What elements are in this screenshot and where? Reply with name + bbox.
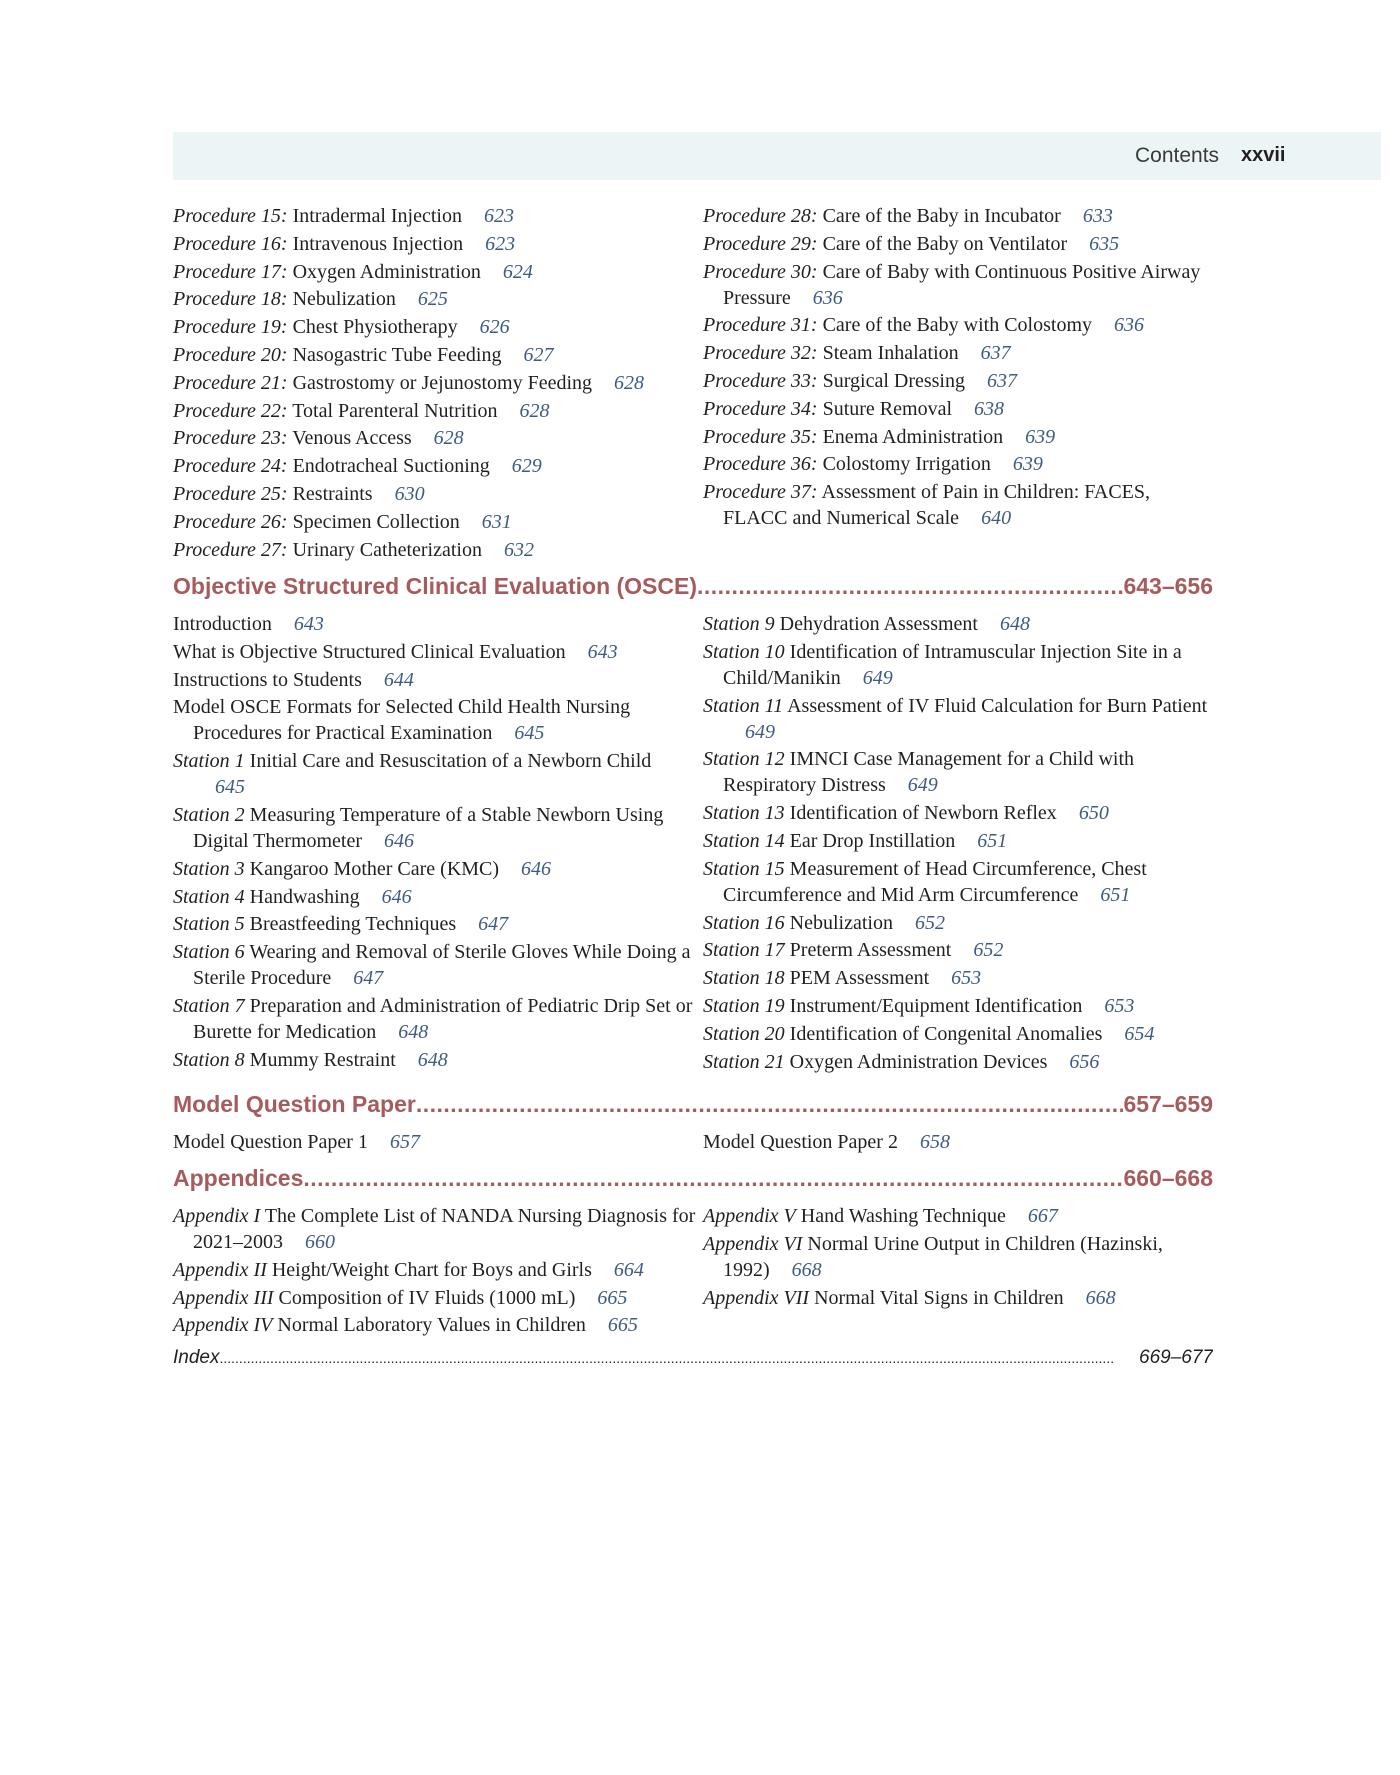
- osce-entry-label: Station 19: [703, 994, 785, 1017]
- appendix-entry[interactable]: [703, 1285, 1213, 1311]
- osce-entry-title: Preterm Assessment: [789, 939, 952, 962]
- osce-entry[interactable]: [173, 856, 703, 882]
- osce-entry-title: Assessment of IV Fluid Calculation for Burn Patient: [787, 694, 1208, 717]
- procedure-entry-title: Enema Administration: [822, 425, 1004, 448]
- procedure-entry-title: Suture Removal: [822, 397, 953, 420]
- procedure-entry-page: 636: [812, 286, 843, 309]
- osce-entry[interactable]: [703, 856, 1213, 908]
- procedure-entry-page: 624: [502, 260, 533, 283]
- osce-entry[interactable]: [703, 828, 1213, 854]
- osce-entry-label: Station 20: [703, 1022, 785, 1045]
- osce-entry[interactable]: [173, 694, 703, 746]
- osce-entry-page: 649: [862, 666, 893, 689]
- osce-entry[interactable]: [703, 693, 1213, 745]
- appendix-entry[interactable]: [173, 1257, 703, 1283]
- mqp-right-column: [703, 1129, 1213, 1157]
- osce-entry-label: Station 4: [173, 885, 245, 908]
- osce-entry-title: Oxygen Administration Devices: [789, 1050, 1048, 1073]
- osce-entry-page: 649: [907, 774, 938, 797]
- procedure-entry[interactable]: [173, 314, 703, 340]
- appendix-entry-page: 660: [305, 1231, 335, 1253]
- leader-dots: [219, 1345, 1115, 1371]
- osce-entry[interactable]: [173, 993, 703, 1045]
- procedure-entry-title: Nasogastric Tube Feeding: [292, 343, 502, 366]
- procedure-entry-title: Chest Physiotherapy: [292, 316, 458, 339]
- appendix-entry-label: Appendix VII: [703, 1286, 810, 1309]
- procedure-entry-label: Procedure 18:: [173, 288, 288, 311]
- procedure-entry-label: Procedure 22:: [173, 399, 288, 422]
- osce-entry-title: Preparation and Administration of Pediatric Drip Set or Burette for Medication: [193, 994, 693, 1043]
- osce-entry-title: Identification of Newborn Reflex: [789, 802, 1057, 825]
- procedure-entry[interactable]: [703, 312, 1213, 338]
- osce-entry-title: Identification of Intramuscular Injection Site in a Child/Manikin: [723, 640, 1182, 689]
- procedure-entry-label: Procedure 37:: [703, 481, 818, 504]
- procedure-entry[interactable]: [703, 451, 1213, 477]
- procedure-entry-title: Care of the Baby with Colostomy: [822, 314, 1093, 337]
- osce-entry-label: Station 6: [173, 941, 245, 964]
- osce-entry-title: Measuring Temperature of a Stable Newborn Using Digital Thermometer: [193, 803, 664, 852]
- procedure-entry[interactable]: [173, 537, 703, 563]
- osce-entry-page: 651: [1100, 883, 1131, 906]
- index-entry[interactable]: [173, 1345, 1213, 1371]
- procedure-entry-label: Procedure 30:: [703, 260, 818, 283]
- appendix-entry-page: 667: [1027, 1205, 1058, 1227]
- osce-entry-page: 653: [951, 967, 982, 990]
- appendix-entry-title: Normal Vital Signs in Children: [814, 1286, 1064, 1309]
- mqp-entry-title: Model Question Paper 1: [173, 1131, 368, 1153]
- procedure-entry-label: Procedure 28:: [703, 205, 818, 227]
- procedure-entry-page: 628: [433, 427, 464, 450]
- procedure-entry-title: Intravenous Injection: [292, 232, 464, 255]
- procedure-entry-title: Restraints: [292, 482, 373, 505]
- procedure-entry-title: Venous Access: [292, 427, 412, 450]
- procedure-entry[interactable]: [703, 396, 1213, 422]
- osce-entry-page: 654: [1124, 1022, 1155, 1045]
- procedure-entry-label: Procedure 25:: [173, 482, 288, 505]
- mqp-left-column: [173, 1129, 703, 1157]
- procedure-entry[interactable]: [703, 259, 1213, 311]
- mqp-list: [173, 1129, 1213, 1157]
- osce-entry[interactable]: [703, 993, 1213, 1019]
- procedures-right-column: [703, 203, 1213, 564]
- procedure-entry[interactable]: [703, 479, 1213, 531]
- procedure-entry-title: Care of the Baby in Incubator: [822, 205, 1061, 227]
- procedure-entry-label: Procedure 20:: [173, 343, 288, 366]
- mqp-entry[interactable]: [173, 1129, 703, 1155]
- procedure-entry-label: Procedure 23:: [173, 427, 288, 450]
- osce-entry-label: Station 9: [703, 613, 775, 635]
- osce-entry-title: What is Objective Structured Clinical Evaluation: [173, 640, 566, 663]
- osce-entry[interactable]: [703, 1021, 1213, 1047]
- appendix-entry-page: 665: [607, 1314, 638, 1337]
- procedure-entry[interactable]: [173, 286, 703, 312]
- procedure-entry-label: Procedure 16:: [173, 232, 288, 255]
- procedure-entry-page: 628: [614, 371, 645, 394]
- procedure-entry-title: Endotracheal Suctioning: [292, 455, 490, 478]
- osce-entry-page: 648: [417, 1048, 448, 1071]
- procedure-entry[interactable]: [703, 340, 1213, 366]
- osce-entry-page: 646: [381, 885, 412, 908]
- osce-entry-label: Station 5: [173, 913, 245, 936]
- osce-entry-label: Station 1: [173, 750, 245, 773]
- procedure-entry-page: 627: [523, 343, 554, 366]
- osce-heading-title: Objective Structured Clinical Evaluation (OSCE): [173, 573, 698, 599]
- procedures-left-column: [173, 203, 703, 564]
- osce-entry[interactable]: [703, 1049, 1213, 1075]
- mqp-entry-page: 658: [919, 1131, 950, 1153]
- osce-entry-page: 650: [1078, 802, 1109, 825]
- appendix-entry-title: Composition of IV Fluids (1000 mL): [278, 1286, 576, 1309]
- osce-entry[interactable]: [173, 611, 703, 637]
- osce-entry-label: Station 2: [173, 803, 245, 826]
- osce-entry[interactable]: [173, 639, 703, 665]
- osce-entry-label: Station 14: [703, 829, 785, 852]
- osce-entry[interactable]: [703, 746, 1213, 798]
- appendices-page-range: 660–668: [1123, 1165, 1213, 1191]
- procedure-entry-title: Urinary Catheterization: [292, 538, 482, 561]
- procedure-entry-label: Procedure 26:: [173, 510, 288, 533]
- page-number: xxvii: [1241, 144, 1286, 166]
- osce-entry-title: IMNCI Case Management for a Child with Respiratory Distress: [723, 748, 1135, 797]
- mqp-section-heading[interactable]: [173, 1089, 1213, 1119]
- appendices-section-heading[interactable]: [173, 1163, 1213, 1193]
- running-header: [173, 132, 1381, 180]
- osce-entry-page: 652: [914, 911, 945, 934]
- osce-entry-page: 648: [398, 1020, 429, 1043]
- osce-entry-title: Identification of Congenital Anomalies: [789, 1022, 1103, 1045]
- procedure-entry-page: 623: [485, 232, 516, 255]
- appendix-entry-label: Appendix III: [173, 1286, 274, 1309]
- osce-entry[interactable]: [703, 611, 1213, 637]
- osce-entry-page: 645: [514, 722, 545, 745]
- osce-page-range: 643–656: [1123, 573, 1213, 599]
- procedure-entry-page: 639: [1025, 425, 1056, 448]
- osce-entry-title: Measurement of Head Circumference, Chest Circumference and Mid Arm Circumference: [723, 857, 1147, 906]
- procedure-entry-title: Gastrostomy or Jejunostomy Feeding: [292, 371, 593, 394]
- procedure-entry[interactable]: [173, 481, 703, 507]
- osce-entry-page: 652: [973, 939, 1004, 962]
- appendix-entry[interactable]: [173, 1203, 703, 1255]
- procedure-entry-label: Procedure 17:: [173, 260, 288, 283]
- procedure-entry-page: 639: [1012, 453, 1043, 476]
- mqp-entry-page: 657: [389, 1131, 420, 1153]
- index-label: Index: [173, 1347, 220, 1368]
- osce-entry-title: Handwashing: [249, 885, 360, 908]
- leader-dots: [303, 1163, 1123, 1193]
- procedure-entry-label: Procedure 19:: [173, 316, 288, 339]
- procedure-entry-label: Procedure 24:: [173, 455, 288, 478]
- leader-dots: [697, 571, 1123, 601]
- procedure-entry-title: Intradermal Injection: [292, 205, 462, 227]
- osce-entry-title: Initial Care and Resuscitation of a Newborn Child: [249, 750, 652, 773]
- appendix-entry-page: 665: [597, 1286, 628, 1309]
- osce-entry-title: Instrument/Equipment Identification: [789, 994, 1083, 1017]
- procedure-entry-page: 638: [974, 397, 1005, 420]
- osce-entry-page: 644: [383, 668, 414, 691]
- osce-entry[interactable]: [703, 910, 1213, 936]
- osce-entry-title: PEM Assessment: [789, 967, 930, 990]
- mqp-entry[interactable]: [703, 1129, 1213, 1155]
- osce-entry-page: 648: [999, 613, 1030, 635]
- osce-entry-label: Station 16: [703, 911, 785, 934]
- procedure-entry-page: 629: [511, 455, 542, 478]
- osce-entry-label: Station 10: [703, 640, 785, 663]
- osce-section-heading[interactable]: [173, 571, 1213, 601]
- appendix-entry-page: 664: [613, 1258, 644, 1281]
- osce-entry[interactable]: [173, 1047, 703, 1073]
- osce-entry[interactable]: [703, 965, 1213, 991]
- osce-entry-label: Station 11: [703, 694, 784, 717]
- appendix-entry[interactable]: [703, 1203, 1213, 1229]
- appendix-entry-label: Appendix II: [173, 1258, 267, 1281]
- procedure-entry-page: 630: [394, 482, 425, 505]
- osce-entry[interactable]: [703, 800, 1213, 826]
- procedure-entry-title: Care of Baby with Continuous Positive Airway Pressure: [723, 260, 1201, 309]
- procedure-entry-label: Procedure 29:: [703, 232, 818, 255]
- osce-entry[interactable]: [703, 937, 1213, 963]
- running-header-title: Contents: [1135, 144, 1220, 167]
- procedure-entry-page: 623: [483, 205, 514, 227]
- osce-entry-label: Station 13: [703, 802, 785, 825]
- osce-entry-page: 643: [293, 613, 324, 635]
- procedure-entry-title: Total Parenteral Nutrition: [292, 399, 498, 422]
- appendix-entry-title: Normal Laboratory Values in Children: [277, 1314, 586, 1337]
- procedure-entry-title: Colostomy Irrigation: [822, 453, 991, 476]
- osce-entry-page: 646: [521, 857, 552, 880]
- procedure-entry[interactable]: [173, 453, 703, 479]
- osce-entry-page: 647: [353, 967, 384, 990]
- procedure-entry[interactable]: [703, 368, 1213, 394]
- osce-entry-title: Ear Drop Instillation: [789, 829, 956, 852]
- leader-dots: [416, 1089, 1124, 1119]
- procedure-entry[interactable]: [173, 398, 703, 424]
- appendix-entry-label: Appendix I: [173, 1205, 261, 1227]
- procedure-entry-label: Procedure 21:: [173, 371, 288, 394]
- osce-entry-label: Station 21: [703, 1050, 785, 1073]
- appendix-entry-label: Appendix V: [703, 1205, 796, 1227]
- appendix-entry-page: 668: [1085, 1286, 1116, 1309]
- osce-entry-title: Dehydration Assessment: [779, 613, 978, 635]
- procedure-entry-page: 636: [1114, 314, 1145, 337]
- procedure-entry-title: Surgical Dressing: [822, 369, 965, 392]
- procedure-entry[interactable]: [173, 342, 703, 368]
- procedure-entry-title: Oxygen Administration: [292, 260, 481, 283]
- procedure-entry-label: Procedure 33:: [703, 369, 818, 392]
- appendix-entry-label: Appendix VI: [703, 1232, 803, 1255]
- procedure-entry[interactable]: [703, 424, 1213, 450]
- procedure-entry-page: 637: [980, 342, 1011, 365]
- appendices-left-column: [173, 1203, 703, 1340]
- procedure-entry-title: Specimen Collection: [292, 510, 460, 533]
- osce-entry-label: Station 18: [703, 967, 785, 990]
- mqp-heading-title: Model Question Paper: [173, 1091, 416, 1117]
- procedure-entry-title: Care of the Baby on Ventilator: [822, 232, 1068, 255]
- osce-entry-page: 645: [215, 776, 245, 799]
- osce-entry-title: Wearing and Removal of Sterile Gloves While Doing a Sterile Procedure: [193, 941, 691, 990]
- appendix-entry-title: Height/Weight Chart for Boys and Girls: [271, 1258, 592, 1281]
- osce-entry-title: Model OSCE Formats for Selected Child Health Nursing Procedures for Practical Examination: [173, 696, 631, 745]
- osce-right-column: [703, 611, 1213, 1076]
- osce-entry-title: Mummy Restraint: [249, 1048, 396, 1071]
- procedure-entry-page: 637: [987, 369, 1017, 392]
- procedure-entry[interactable]: [173, 509, 703, 535]
- osce-entry-title: Introduction: [173, 613, 272, 635]
- appendix-entry[interactable]: [173, 1312, 703, 1338]
- osce-entry-page: 647: [478, 913, 509, 936]
- osce-entry-page: 656: [1069, 1050, 1100, 1073]
- procedure-entry-page: 640: [981, 507, 1012, 530]
- procedure-entry-page: 632: [503, 538, 534, 561]
- procedure-entry[interactable]: [703, 231, 1213, 257]
- procedure-entry-label: Procedure 34:: [703, 397, 818, 420]
- osce-entry-title: Kangaroo Mother Care (KMC): [249, 857, 500, 880]
- mqp-entry-title: Model Question Paper 2: [703, 1131, 898, 1153]
- procedure-entry-label: Procedure 27:: [173, 538, 288, 561]
- procedure-entry[interactable]: [173, 425, 703, 451]
- osce-entry[interactable]: [173, 667, 703, 693]
- osce-entry[interactable]: [173, 911, 703, 937]
- procedure-entry-label: Procedure 31:: [703, 314, 818, 337]
- osce-entry-title: Instructions to Students: [173, 668, 362, 691]
- procedures-list: [173, 203, 1213, 564]
- osce-left-column: [173, 611, 703, 1076]
- procedure-entry-title: Steam Inhalation: [822, 342, 959, 365]
- osce-entry-label: Station 17: [703, 939, 785, 962]
- appendices-heading-title: Appendices: [173, 1165, 304, 1191]
- osce-entry-label: Station 15: [703, 857, 785, 880]
- appendix-entry-title: The Complete List of NANDA Nursing Diagnosis for 2021–2003: [193, 1205, 696, 1253]
- procedure-entry-page: 631: [481, 510, 512, 533]
- osce-entry-label: Station 7: [173, 994, 245, 1017]
- osce-entry-page: 643: [587, 640, 618, 663]
- appendix-entry-title: Normal Urine Output in Children (Hazinski, 1992): [723, 1232, 1163, 1281]
- mqp-page-range: 657–659: [1123, 1091, 1213, 1117]
- procedure-entry[interactable]: [173, 203, 703, 229]
- osce-entry-page: 651: [977, 829, 1008, 852]
- procedure-entry-label: Procedure 32:: [703, 342, 818, 365]
- appendix-entry-title: Hand Washing Technique: [800, 1205, 1006, 1227]
- osce-entry[interactable]: [173, 802, 703, 854]
- appendix-entry-page: 668: [791, 1258, 822, 1281]
- osce-entry[interactable]: [173, 884, 703, 910]
- procedure-entry-page: 628: [519, 399, 550, 422]
- appendices-right-column: [703, 1203, 1213, 1340]
- osce-entry[interactable]: [173, 748, 703, 800]
- osce-entry[interactable]: [173, 939, 703, 991]
- procedure-entry-page: 633: [1082, 205, 1113, 227]
- osce-entry-title: Nebulization: [789, 911, 893, 934]
- osce-entry[interactable]: [703, 639, 1213, 691]
- appendix-entry[interactable]: [173, 1285, 703, 1311]
- procedure-entry[interactable]: [173, 370, 703, 396]
- procedure-entry-title: Nebulization: [292, 288, 396, 311]
- procedure-entry-page: 635: [1089, 232, 1120, 255]
- procedure-entry-label: Procedure 35:: [703, 425, 818, 448]
- appendix-entry[interactable]: [703, 1231, 1213, 1283]
- procedure-entry-title: Assessment of Pain in Children: FACES, FLACC and Numerical Scale: [723, 481, 1151, 530]
- procedure-entry[interactable]: [173, 231, 703, 257]
- appendix-entry-label: Appendix IV: [173, 1314, 273, 1337]
- osce-entry-page: 646: [384, 829, 415, 852]
- index-page-range: 669–677: [1139, 1347, 1213, 1368]
- osce-entry-page: 649: [745, 720, 775, 743]
- osce-entry-title: Breastfeeding Techniques: [249, 913, 457, 936]
- osce-entry-label: Station 12: [703, 748, 785, 771]
- osce-entry-label: Station 8: [173, 1048, 245, 1071]
- procedure-entry-page: 626: [479, 316, 510, 339]
- procedure-entry-label: Procedure 15:: [173, 205, 288, 227]
- procedure-entry-label: Procedure 36:: [703, 453, 818, 476]
- osce-entry-label: Station 3: [173, 857, 245, 880]
- appendices-list: [173, 1203, 1213, 1340]
- osce-list: [173, 611, 1213, 1076]
- osce-entry-page: 653: [1104, 994, 1135, 1017]
- procedure-entry-page: 625: [417, 288, 448, 311]
- procedure-entry[interactable]: [173, 259, 703, 285]
- procedure-entry[interactable]: [703, 203, 1213, 229]
